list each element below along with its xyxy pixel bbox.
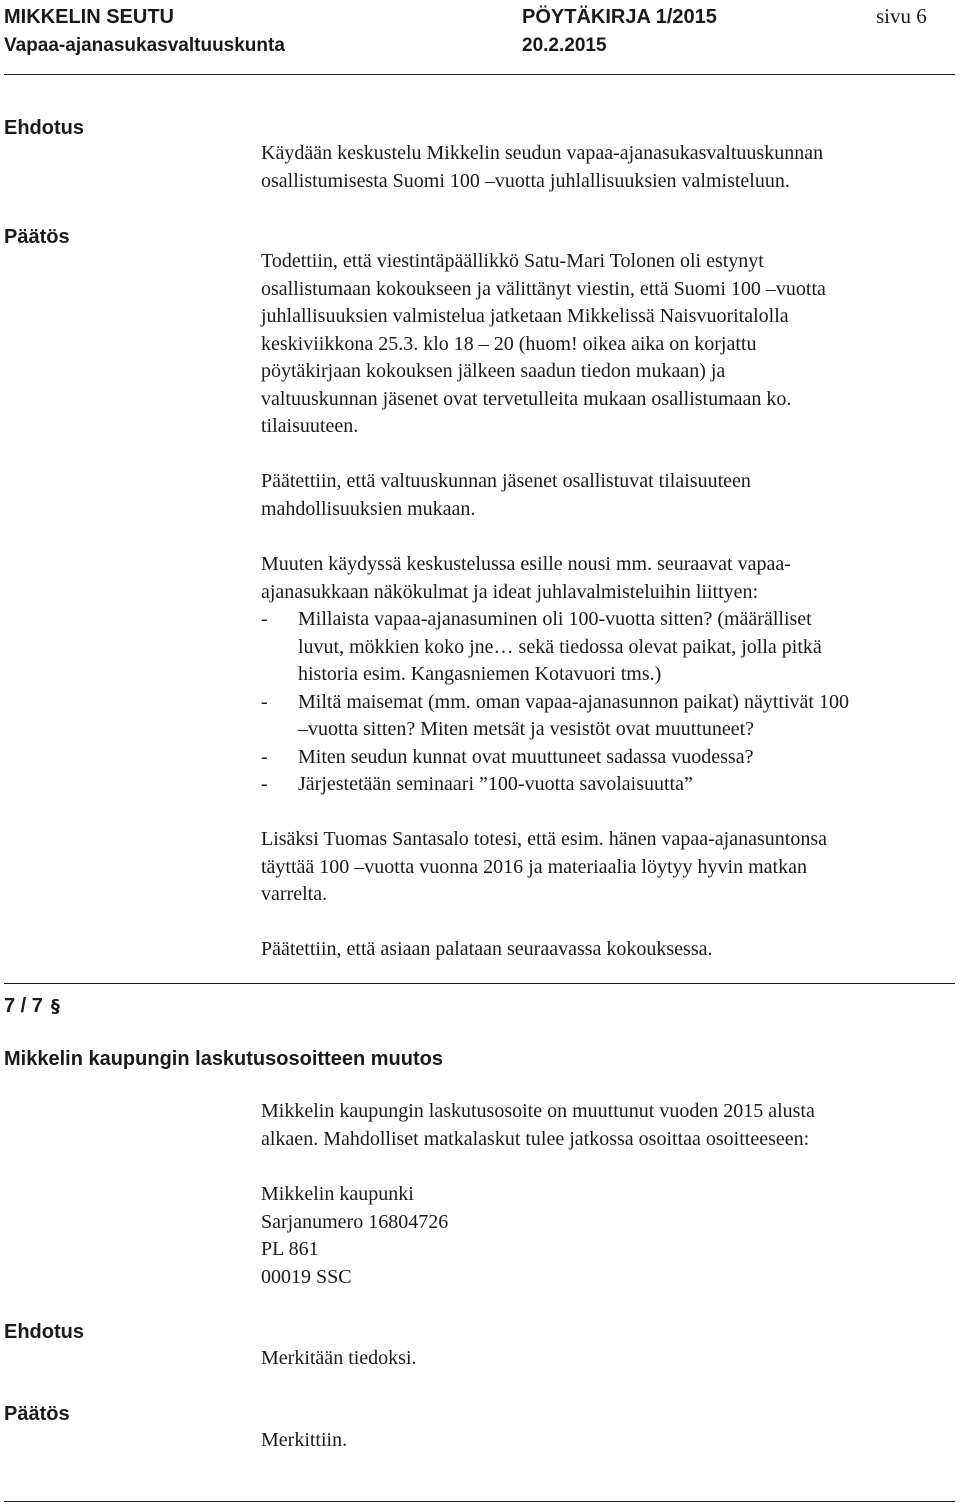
text-line: - Miten seudun kunnat ovat muuttuneet sadassa vuodessa? [298, 745, 754, 768]
section-rule [4, 983, 955, 984]
paatos-paragraph-3 [261, 551, 956, 799]
text-line: tilaisuuteen. [261, 415, 359, 437]
text-line: osallistumisesta Suomi 100 –vuotta juhlallisuuksien valmisteluun. [261, 169, 790, 192]
paatos-text: Merkittiin. [261, 1429, 348, 1451]
text-line: Lisäksi Tuomas Santasalo totesi, että esim. hänen vapaa-ajanasuntonsa [261, 828, 827, 850]
header-org: MIKKELIN SEUTU [4, 6, 174, 28]
address-line: 00019 SSC [261, 1265, 352, 1288]
text-line: Päätettiin, että valtuuskunnan jäsenet osallistuvat tilaisuuteen [261, 470, 751, 492]
paatos-label: Päätös [4, 226, 70, 248]
footer-rule [4, 1501, 955, 1502]
text-line: varrelta. [261, 883, 328, 905]
text-line: Käydään keskustelu Mikkelin seudun vapaa-ajanasukasvaltuuskunnan [261, 142, 824, 164]
address-line: Mikkelin kaupunki [261, 1183, 414, 1205]
list-item [261, 606, 956, 689]
ideas-list [261, 606, 956, 799]
text-line: osallistumaan kokoukseen ja välittänyt viestin, että Suomi 100 –vuotta [261, 277, 826, 300]
text-line: Päätettiin, että asiaan palataan seuraavassa kokouksessa. [261, 938, 713, 960]
text-line: luvut, mökkien koko jne… sekä tiedossa olevat paikat, jolla pitkä [298, 635, 822, 658]
paatos-paragraph-5 [261, 936, 956, 964]
text-line: ajanasukkaan näkökulmat ja ideat juhlavalmisteluihin liittyen: [261, 580, 759, 603]
address-line: PL 861 [261, 1238, 319, 1260]
ehdotus-label: Ehdotus [4, 117, 84, 139]
section2-intro [261, 1098, 956, 1153]
text-line: Mikkelin kaupungin laskutusosoite on muuttunut vuoden 2015 alusta [261, 1100, 815, 1122]
text-line: Muuten käydyssä keskustelussa esille nousi mm. seuraavat vapaa- [261, 553, 791, 575]
ehdotus-label: Ehdotus [4, 1321, 84, 1343]
text-line: valtuuskunnan jäsenet ovat tervetulleita mukaan osallistumaan ko. [261, 387, 792, 410]
text-line: mahdollisuuksien mukaan. [261, 497, 476, 520]
section-number [4, 993, 60, 1021]
text-line: juhlallisuuksien valmistelua jatketaan Mikkelissä Naisvuoritalolla [261, 305, 789, 327]
paatos-label: Päätös [4, 1403, 70, 1425]
list-item [261, 744, 956, 772]
header-date: 20.2.2015 [522, 35, 607, 56]
text-line: keskiviikkona 25.3. klo 18 – 20 (huom! oikea aika on korjattu [261, 332, 757, 355]
paatos-paragraph-1 [261, 248, 956, 441]
list-item [261, 689, 956, 744]
text-line: täyttää 100 –vuotta vuonna 2016 ja materiaalia löytyy hyvin matkan [261, 855, 807, 878]
text-line: pöytäkirjaan kokouksen jälkeen saadun tiedon mukaan) ja [261, 360, 726, 382]
text-line: - Miltä maisemat (mm. oman vapaa-ajanasunnon paikat) näyttivät 100 [298, 690, 849, 713]
header-body: Vapaa-ajanasukasvaltuuskunta [4, 35, 285, 56]
text-line: - Millaista vapaa-ajanasuminen oli 100-vuotta sitten? (määrälliset [298, 608, 812, 630]
header-rule [4, 74, 955, 75]
text-line: historia esim. Kangasniemen Kotavuori tms.) [298, 663, 662, 685]
text-line: Todettiin, että viestintäpäällikkö Satu-Mari Tolonen oli estynyt [261, 250, 764, 272]
section-number-text: 7 / 7 [4, 995, 43, 1017]
text-line: - Järjestetään seminaari ”100-vuotta savolaisuutta” [298, 773, 693, 795]
list-item [261, 771, 956, 799]
text-line: alkaen. Mahdolliset matkalaskut tulee jatkossa osoittaa osoitteeseen: [261, 1127, 810, 1150]
section-title: Mikkelin kaupungin laskutusosoitteen muutos [4, 1048, 443, 1070]
text-line: –vuotta sitten? Miten metsät ja vesistöt ovat muuttuneet? [298, 718, 755, 740]
paatos-paragraph-2 [261, 468, 956, 523]
header-doc-number: PÖYTÄKIRJA 1/2015 [522, 6, 717, 28]
ehdotus-text: Merkitään tiedoksi. [261, 1347, 417, 1369]
paatos-paragraph-4 [261, 826, 956, 909]
ehdotus-text [261, 140, 956, 195]
address-line: Sarjanumero 16804726 [261, 1210, 449, 1233]
address-block [261, 1181, 956, 1291]
header-page: sivu 6 [876, 4, 927, 28]
section-mark: § [50, 996, 60, 1017]
